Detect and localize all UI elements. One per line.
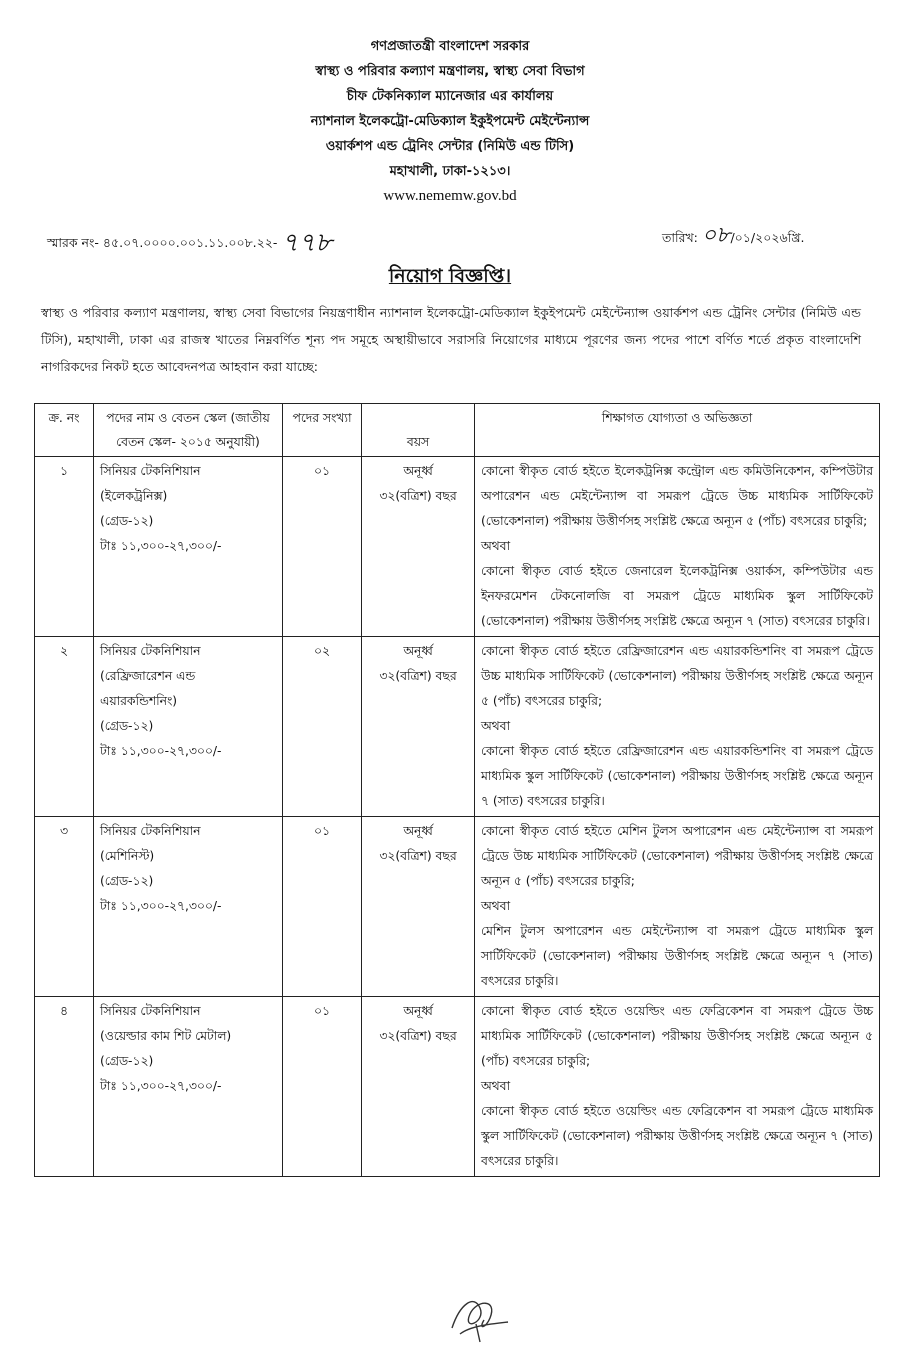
row-age: অনূর্ধ্ব ৩২(বত্রিশ) বছর: [362, 457, 475, 637]
row-post: সিনিয়র টেকনিশিয়ান (ওয়েল্ডার কাম শিট মেটাল) (গ্রেড-১২) টাঃ ১১,৩০০-২৭,৩০০/-: [94, 997, 283, 1177]
row-count: ০১: [283, 457, 362, 637]
table-row: [35, 637, 880, 817]
notice-date: [662, 218, 805, 255]
table-row: [35, 457, 880, 637]
row-serial: ২: [35, 637, 94, 817]
row-qualification: কোনো স্বীকৃত বোর্ড হইতে রেফ্রিজারেশন এন্ড এয়ারকন্ডিশনিং বা সমরূপ ট্রেডে উচ্চ মাধ্যমিক সার্টিফিকেট (ভোকেশনাল) পরীক্ষায় উত্তীর্ণসহ সংশ্লিষ্ট ক্ষেত্রে অন্যূন ৫ (পাঁচ) বৎসরের চাকুরি; অথবা কোনো স্বীকৃত বোর্ড হইতে রেফ্রিজারেশন এন্ড এয়ারকন্ডিশনিং বা সমরূপ ট্রেডে মাধ্যমিক স্কুল সার্টিফিকেট (ভোকেশনাল) পরীক্ষায় উত্তীর্ণসহ সংশ্লিষ্ট ক্ষেত্রে অন্যূন ৭ (সাত) বৎসরের চাকুরি।: [475, 637, 880, 817]
row-age: অনূর্ধ্ব ৩২(বত্রিশ) বছর: [362, 997, 475, 1177]
website-link[interactable]: www.nememw.gov.bd: [383, 188, 517, 204]
memo-number: [47, 218, 332, 262]
ministry-name: স্বাস্থ্য ও পরিবার কল্যাণ মন্ত্রণালয়, স্বাস্থ্য সেবা বিভাগ: [315, 64, 585, 79]
row-serial: ৩: [35, 817, 94, 997]
row-post: সিনিয়র টেকনিশিয়ান (ইলেকট্রনিক্স) (গ্রেড-১২) টাঃ ১১,৩০০-২৭,৩০০/-: [94, 457, 283, 637]
row-qualification: কোনো স্বীকৃত বোর্ড হইতে ইলেকট্রনিক্স কন্ট্রোল এন্ড কমিউনিকেশন, কম্পিউটার অপারেশন এন্ড মেইন্টেন্যান্স বা সমরূপ ট্রেডে উচ্চ মাধ্যমিক সার্টিফিকেট (ভোকেশনাল) পরীক্ষায় উত্তীর্ণসহ সংশ্লিষ্ট ক্ষেত্রে অন্যূন ৫ (পাঁচ) বৎসরের চাকুরি; অথবা কোনো স্বীকৃত বোর্ড হইতে জেনারেল ইলেকট্রনিক্স ওয়ার্কস, কম্পিউটার এন্ড ইনফরমেশন টেকনোলজি বা সমরূপ ট্রেডে মাধ্যমিক স্কুল সার্টিফিকেট (ভোকেশনাল) পরীক্ষায় উত্তীর্ণসহ সংশ্লিষ্ট ক্ষেত্রে অন্যূন ৭ (সাত) বৎসরের চাকুরি।: [475, 457, 880, 637]
row-qualification: কোনো স্বীকৃত বোর্ড হইতে ওয়েল্ডিং এন্ড ফেব্রিকেশন বা সমরূপ ট্রেডে উচ্চ মাধ্যমিক সার্টিফিকেট (ভোকেশনাল) পরীক্ষায় উত্তীর্ণসহ সংশ্লিষ্ট ক্ষেত্রে অন্যূন ৫ (পাঁচ) বৎসরের চাকুরি; অথবা কোনো স্বীকৃত বোর্ড হইতে ওয়েল্ডিং এন্ড ফেব্রিকেশন বা সমরূপ ট্রেডে মাধ্যমিক স্কুল সার্টিফিকেট (ভোকেশনাল) পরীক্ষায় উত্তীর্ণসহ সংশ্লিষ্ট ক্ষেত্রে অন্যূন ৭ (সাত) বৎসরের চাকুরি।: [475, 997, 880, 1177]
row-count: ০১: [283, 997, 362, 1177]
table-header-row: [35, 404, 880, 457]
govt-name: গণপ্রজাতন্ত্রী বাংলাদেশ সরকার: [370, 39, 530, 54]
table-row: [35, 817, 880, 997]
letterhead: [0, 34, 900, 209]
header-count: পদের সংখ্যা: [283, 404, 362, 457]
row-count: ০২: [283, 637, 362, 817]
table-row: [35, 997, 880, 1177]
institute-name-2: ওয়ার্কশপ এন্ড ট্রেনিং সেন্টার (নিমিউ এন্ড টিসি): [325, 139, 575, 154]
memo-label: স্মারক নং- ৪৫.০৭.০০০০.০০১.১১.০০৮.২২-: [47, 235, 278, 250]
header-age: বয়স: [362, 404, 475, 457]
row-age: অনূর্ধ্ব ৩২(বত্রিশ) বছর: [362, 637, 475, 817]
office-address: মহাখালী, ঢাকা-১২১৩।: [389, 164, 511, 179]
row-serial: ১: [35, 457, 94, 637]
intro-paragraph: স্বাস্থ্য ও পরিবার কল্যাণ মন্ত্রণালয়, স্বাস্থ্য সেবা বিভাগের নিয়ন্ত্রণাধীন ন্যাশনাল ইলেকট্রো-মেডিক্যাল ইকুইপমেন্ট মেইন্টেন্যান্স ওয়ার্কশপ এন্ড ট্রেনিং সেন্টার (নিমিউ এন্ড টিসি), মহাখালী, ঢাকা এর রাজস্ব খাতের নিম্নবর্ণিত শূন্য পদ সমূহে অস্থায়ীভাবে সরাসরি নিয়োগের মাধ্যমে পূরণের জন্য পদের পাশে বর্ণিত শর্তে প্রকৃত বাংলাদেশি নাগরিকদের নিকট হতে আবেদনপত্র আহবান করা যাচ্ছে:: [41, 305, 861, 374]
date-handwritten-day: ০৮: [701, 223, 731, 248]
page-title: নিয়োগ বিজ্ঞপ্তি।: [388, 265, 512, 287]
header-post: পদের নাম ও বেতন স্কেল (জাতীয় বেতন স্কেল- ২০১৫ অনুযায়ী): [94, 404, 283, 457]
date-label: তারিখ:: [662, 230, 698, 245]
row-post: সিনিয়র টেকনিশিয়ান (মেশিনিস্ট) (গ্রেড-১২) টাঃ ১১,৩০০-২৭,৩০০/-: [94, 817, 283, 997]
institute-name-1: ন্যাশনাল ইলেকট্রো-মেডিক্যাল ইকুইপমেন্ট মেইন্টেন্যান্স: [310, 114, 590, 129]
row-post: সিনিয়র টেকনিশিয়ান (রেফ্রিজারেশন এন্ড এয়ারকন্ডিশনিং) (গ্রেড-১২) টাঃ ১১,৩০০-২৭,৩০০/-: [94, 637, 283, 817]
row-count: ০১: [283, 817, 362, 997]
row-serial: ৪: [35, 997, 94, 1177]
office-name: চীফ টেকনিক্যাল ম্যানেজার এর কার্যালয়: [346, 89, 554, 104]
signature-scribble: [440, 1284, 520, 1344]
memo-handwritten-number: ৭৭৮: [281, 228, 333, 258]
vacancy-table: [34, 403, 880, 1177]
row-qualification: কোনো স্বীকৃত বোর্ড হইতে মেশিন টুলস অপারেশন এন্ড মেইন্টেন্যান্স বা সমরূপ ট্রেডে উচ্চ মাধ্যমিক সার্টিফিকেট (ভোকেশনাল) পরীক্ষায় উত্তীর্ণসহ সংশ্লিষ্ট ক্ষেত্রে অন্যূন ৫ (পাঁচ) বৎসরের চাকুরি; অথবা মেশিন টুলস অপারেশন এন্ড মেইন্টেন্যান্স বা সমরূপ ট্রেডে মাধ্যমিক স্কুল সার্টিফিকেট (ভোকেশনাল) পরীক্ষায় উত্তীর্ণসহ সংশ্লিষ্ট ক্ষেত্রে অন্যূন ৭ (সাত) বৎসরের চাকুরি।: [475, 817, 880, 997]
header-qualification: শিক্ষাগত যোগ্যতা ও অভিজ্ঞতা: [475, 404, 880, 457]
header-serial: ক্র. নং: [35, 404, 94, 457]
date-rest: /০১/২০২৬খ্রি.: [730, 230, 805, 245]
row-age: অনূর্ধ্ব ৩২(বত্রিশ) বছর: [362, 817, 475, 997]
